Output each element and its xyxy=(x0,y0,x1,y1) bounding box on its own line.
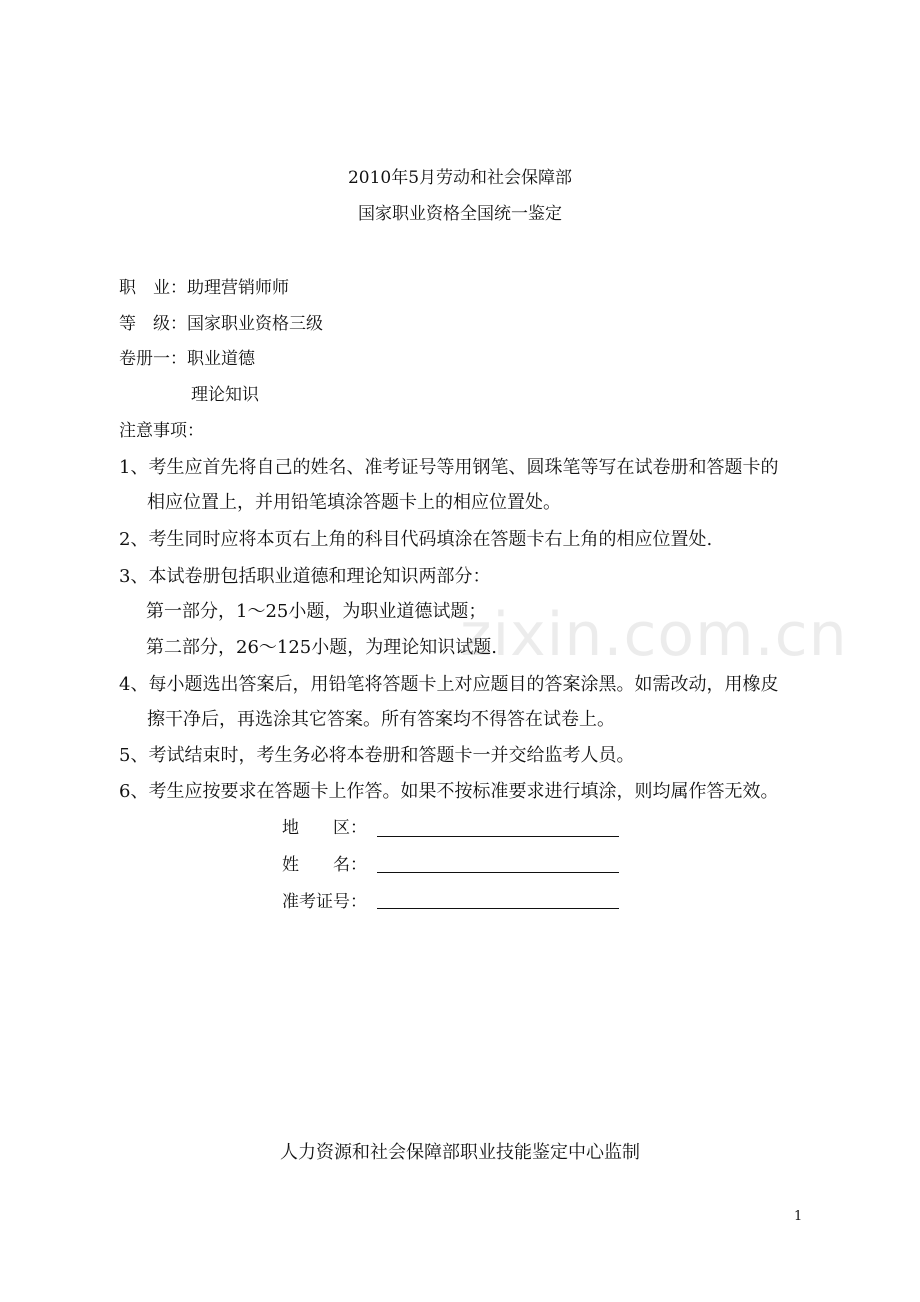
note-item-1-line-2: 相应位置上，并用铅笔填涂答题卡上的相应位置处。 xyxy=(147,492,561,513)
note-item-3: 3、本试卷册包括职业道德和理论知识两部分： xyxy=(119,566,491,587)
note-item-3-part-2: 第二部分，26～125小题，为理论知识试题. xyxy=(146,637,497,658)
note-item-4-line-2: 擦干净后，再选涂其它答案。所有答案均不得答在试卷上。 xyxy=(147,709,615,730)
occupation-label: 职 业： xyxy=(119,278,187,298)
name-label: 姓 名： xyxy=(282,855,367,875)
name-field[interactable] xyxy=(377,872,619,873)
level-row xyxy=(119,312,323,336)
level-label: 等 级： xyxy=(119,314,187,334)
occupation-row xyxy=(119,276,289,300)
volume-label: 卷册一： xyxy=(119,349,187,369)
note-item-1-line-1: 1、考生应首先将自己的姓名、准考证号等用钢笔、圆珠笔等写在试卷册和答题卡的 xyxy=(119,457,779,478)
note-item-4-line-1: 4、每小题选出答案后，用铅笔将答题卡上对应题目的答案涂黑。如需改动，用橡皮 xyxy=(119,674,779,695)
note-item-2: 2、考生同时应将本页右上角的科目代码填涂在答题卡右上角的相应位置处. xyxy=(119,529,713,550)
notes-title: 注意事项： xyxy=(119,421,204,441)
issuer-footer: 人力资源和社会保障部职业技能鉴定中心监制 xyxy=(280,1142,640,1163)
watermark: zixin.com.cn xyxy=(460,600,848,670)
region-label: 地 区： xyxy=(282,818,367,838)
note-item-5: 5、考试结束时，考生务必将本卷册和答题卡一并交给监考人员。 xyxy=(119,745,635,766)
header-line-1: 2010年5月劳动和社会保障部 xyxy=(347,168,573,188)
page-number: 1 xyxy=(794,1209,803,1224)
occupation-value: 助理营销师师 xyxy=(187,278,289,298)
exam-id-label: 准考证号： xyxy=(282,892,367,912)
header-line-2: 国家职业资格全国统一鉴定 xyxy=(358,204,562,224)
note-item-3-part-1: 第一部分，1～25小题，为职业道德试题； xyxy=(146,601,487,622)
exam-id-field[interactable] xyxy=(377,908,619,909)
level-value: 国家职业资格三级 xyxy=(187,314,323,334)
volume-row xyxy=(119,347,255,371)
region-field[interactable] xyxy=(377,836,619,837)
volume-value-1: 职业道德 xyxy=(187,349,255,369)
volume-value-2: 理论知识 xyxy=(191,385,259,405)
note-item-6: 6、考生应按要求在答题卡上作答。如果不按标准要求进行填涂，则均属作答无效。 xyxy=(119,781,779,802)
